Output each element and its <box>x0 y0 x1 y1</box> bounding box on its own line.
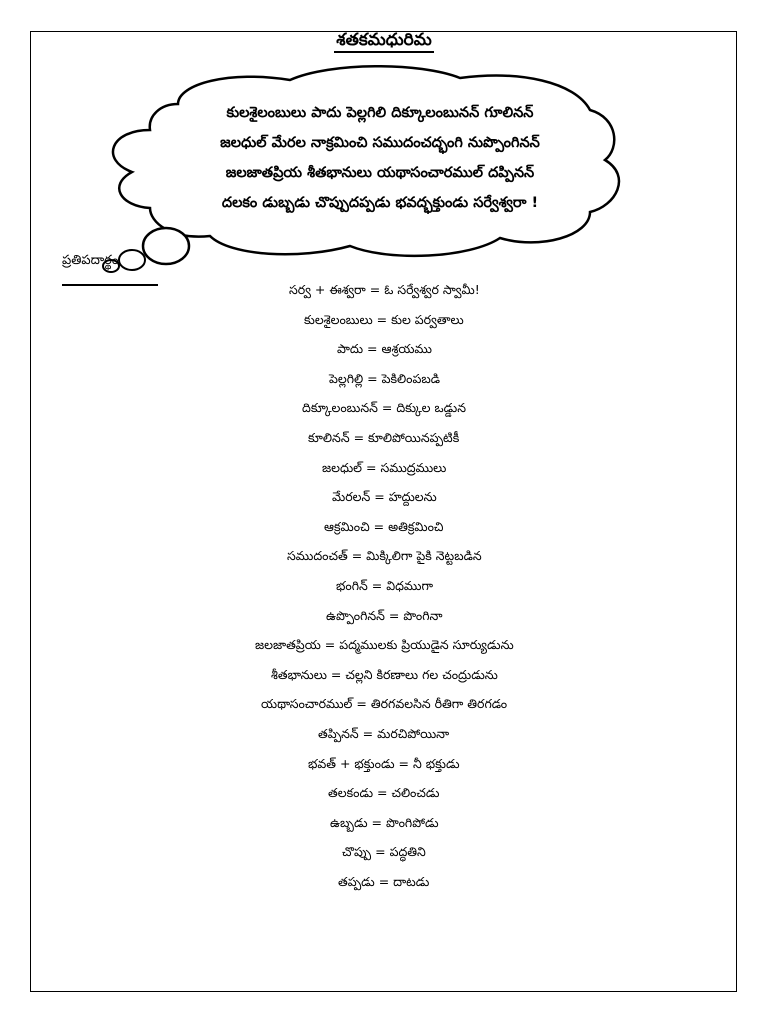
glossary-row <box>287 548 482 570</box>
glossary-meaning: పొంగిపోడు <box>386 814 439 830</box>
equals-sign: = <box>356 696 371 712</box>
equals-sign: = <box>369 518 389 534</box>
glossary-word: ఆక్రమించి <box>324 518 370 534</box>
glossary-word: భంగిన్ <box>336 578 368 593</box>
glossary-meaning: పొంగినా <box>403 607 443 623</box>
verse-line: దలకం డుబ్బడు చొప్పుదప్పడు భవద్భక్తుండు సర్వేశ్వరా ! <box>221 195 539 211</box>
equals-sign: = <box>367 578 387 593</box>
glossary-meaning: చల్లని కిరణాలు గల చంద్రుడును <box>345 666 498 682</box>
glossary-row <box>255 637 514 659</box>
equals-sign: = <box>320 637 340 653</box>
verse-line: కులశైలంబులు పాదు పెల్లగిలి దిక్కూలంబునన్ గూలినన్ <box>226 105 534 121</box>
glossary-row <box>308 430 459 452</box>
equals-sign: = <box>363 341 382 357</box>
glossary-word: ఉప్పొంగినన్ <box>326 607 385 623</box>
pratipadartham-label: ప్రతిపదార్థం <box>62 253 119 268</box>
equals-sign: = <box>377 400 397 416</box>
glossary-row <box>329 371 440 393</box>
equals-sign: = <box>373 785 392 801</box>
glossary-word: ఉబ్బడు <box>330 814 368 830</box>
glossary-meaning: ఓ సర్వేశ్వర స్వామీ! <box>384 282 480 297</box>
glossary-word: కూలినన్ <box>308 430 350 445</box>
equals-sign: = <box>370 489 389 505</box>
equals-sign: = <box>349 430 369 445</box>
glossary-row <box>271 667 498 689</box>
glossary-meaning: దిక్కుల ఒడ్డున <box>396 400 467 416</box>
glossary-meaning: పెకిలింపబడి <box>381 370 440 386</box>
glossary-row <box>308 756 460 778</box>
equals-sign: = <box>326 666 346 682</box>
equals-sign: = <box>347 548 367 564</box>
glossary-word: దిక్కూలంబునన్ <box>302 400 378 416</box>
glossary-word: పాదు <box>337 341 364 357</box>
verse-block <box>150 98 610 218</box>
thought-bubble-medium <box>119 250 145 270</box>
glossary-meaning: విధముగా <box>386 578 433 593</box>
glossary-meaning: ఆశ్రయము <box>381 341 432 357</box>
glossary-word: చొప్పు <box>342 844 372 860</box>
equals-sign: = <box>363 370 382 386</box>
equals-sign: = <box>362 459 381 475</box>
equals-sign: = <box>358 726 378 741</box>
glossary-word: మేరలన్ <box>332 489 371 505</box>
equals-sign: = <box>374 874 394 889</box>
glossary-row <box>304 312 464 334</box>
glossary-row <box>261 696 507 718</box>
equals-sign: = <box>365 282 385 297</box>
glossary-row <box>336 578 433 600</box>
glossary-row <box>324 519 444 541</box>
equals-sign: = <box>394 755 413 771</box>
glossary-word: కులశైలంబులు <box>304 311 373 327</box>
glossary-row <box>328 785 439 807</box>
glossary-row <box>332 489 437 511</box>
glossary-word: జలధుల్ <box>322 459 363 475</box>
pratipadartham-underline <box>62 284 158 286</box>
verse-line: జలధుల్ మేరల నాక్రమించి సముదంచద్భంగి నుప్పొంగినన్ <box>220 135 540 151</box>
glossary-meaning: మిక్కిలిగా పైకి నెట్టబడిన <box>366 548 482 564</box>
glossary-row <box>342 844 426 866</box>
glossary-row <box>289 282 480 304</box>
glossary-word: సర్వ + ఈశ్వరా <box>289 282 366 297</box>
glossary-word: తప్పడు <box>338 874 375 889</box>
glossary-row <box>337 341 432 363</box>
glossary-word: సముదంచత్ <box>287 548 348 564</box>
glossary-word: పెల్లగిల్లి <box>329 370 364 386</box>
glossary-word: శీతభానులు <box>271 666 327 682</box>
glossary-meaning: కుల పర్వతాలు <box>391 311 464 327</box>
glossary-meaning: తిరగవలసిన రీతిగా తిరగడం <box>370 696 508 712</box>
glossary-word: యథాసంచారముల్ <box>261 696 357 712</box>
glossary-meaning: కూలిపోయినప్పటికీ <box>368 430 460 445</box>
glossary-meaning: పద్ధతిని <box>389 844 426 860</box>
glossary-row <box>322 460 446 482</box>
glossary-row <box>302 400 466 422</box>
glossary-meaning: అతిక్రమించి <box>388 518 444 534</box>
equals-sign: = <box>372 311 392 327</box>
equals-sign: = <box>371 844 390 860</box>
glossary-meaning: పద్మములకు ప్రియుడైన సూర్యుడును <box>339 637 514 653</box>
glossary-meaning: హద్దులను <box>388 489 437 505</box>
page-title-text: శతకమధురిమ <box>334 30 433 53</box>
verse-line: జలజాతప్రియ శీతభానులు యథాసంచారముల్ దప్పినన్ <box>225 165 535 181</box>
glossary-meaning: సముద్రములు <box>380 459 447 475</box>
glossary-word: భవత్ + భక్తుండు <box>308 755 395 771</box>
glossary-meaning: దాటడు <box>393 874 430 889</box>
glossary-meaning: నీ భక్తుడు <box>412 755 460 771</box>
thought-bubble-large <box>143 228 189 264</box>
glossary-row <box>330 815 439 837</box>
glossary-word: జలజాతప్రియ <box>255 637 321 653</box>
equals-sign: = <box>384 607 404 623</box>
glossary-row <box>338 874 429 896</box>
equals-sign: = <box>367 814 386 830</box>
glossary-meaning: చలించడు <box>391 785 440 801</box>
glossary-word: తలకండు <box>328 785 374 801</box>
glossary-word: తప్పినన్ <box>318 726 359 741</box>
glossary-row <box>318 726 449 748</box>
glossary-row <box>326 608 443 630</box>
glossary-meaning: మరచిపోయినా <box>377 726 450 741</box>
